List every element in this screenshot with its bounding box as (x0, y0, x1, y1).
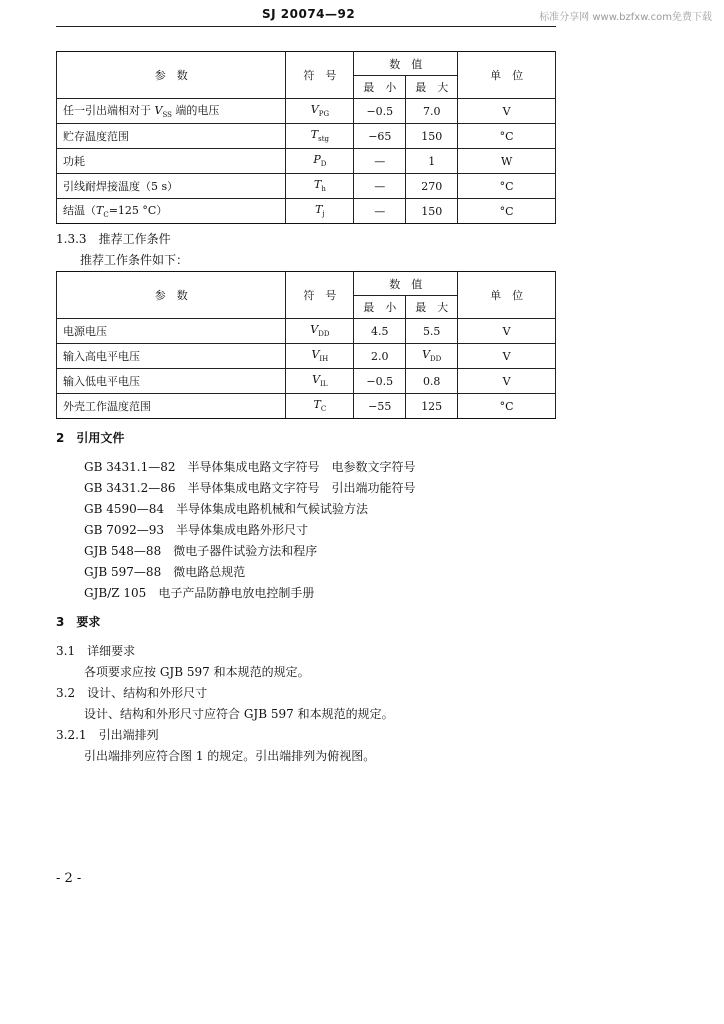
col-min: 最 小 (354, 296, 406, 319)
section-3-heading: 3 要求 (56, 615, 101, 629)
table-row (57, 369, 556, 394)
reference-item: GJB 597—88 微电路总规范 (84, 565, 246, 579)
table-row (57, 394, 556, 419)
table-row (57, 99, 556, 124)
watermark: 标准分享网 www.bzfxw.com免费下载 (539, 12, 712, 23)
col-min: 最 小 (354, 76, 406, 99)
operating-conditions-table (56, 271, 556, 419)
param-symbol: $P_D$ (286, 149, 354, 174)
col-max: 最 大 (406, 296, 458, 319)
param-max: 0.8 (406, 369, 458, 394)
param-min: −0.5 (354, 369, 406, 394)
param-unit: °C (458, 124, 556, 149)
param-symbol: $T_j$ (286, 199, 354, 224)
param-max: 150 (406, 124, 458, 149)
ratings-table (56, 51, 556, 224)
col-symbol: 符 号 (286, 272, 354, 319)
col-unit: 单 位 (458, 52, 556, 99)
param-symbol: $V_{DD}$ (286, 319, 354, 344)
param-max: 7.0 (406, 99, 458, 124)
param-name: 外壳工作温度范围 (57, 394, 286, 419)
param-unit: V (458, 369, 556, 394)
param-name: 输入低电平电压 (57, 369, 286, 394)
section-3-2-heading: 3.2 设计、结构和外形尺寸 (56, 686, 208, 700)
table-row (57, 319, 556, 344)
table-row (57, 149, 556, 174)
table-row (57, 199, 556, 224)
param-name: 引线耐焊接温度（5 s） (57, 174, 286, 199)
param-max: 125 (406, 394, 458, 419)
table-row (57, 174, 556, 199)
param-name: 结温（$T_C=125$ °C） (57, 199, 286, 224)
param-min: — (354, 149, 406, 174)
param-min: −65 (354, 124, 406, 149)
param-unit: °C (458, 199, 556, 224)
standard-number: SJ 20074—92 (262, 7, 356, 21)
section-1-3-3-heading: 1.3.3 推荐工作条件 (56, 232, 171, 246)
col-param: 参 数 (57, 272, 286, 319)
table-row (57, 344, 556, 369)
col-unit: 单 位 (458, 272, 556, 319)
section-3-2-1-heading: 3.2.1 引出端排列 (56, 728, 159, 742)
param-name: 输入高电平电压 (57, 344, 286, 369)
param-name: 功耗 (57, 149, 286, 174)
param-min: 2.0 (354, 344, 406, 369)
param-max: 1 (406, 149, 458, 174)
col-value: 数 值 (354, 272, 458, 296)
col-max: 最 大 (406, 76, 458, 99)
col-symbol: 符 号 (286, 52, 354, 99)
col-value: 数 值 (354, 52, 458, 76)
param-unit: V (458, 99, 556, 124)
param-min: — (354, 174, 406, 199)
section-3-1-heading: 3.1 详细要求 (56, 644, 136, 658)
param-unit: V (458, 344, 556, 369)
section-2-heading: 2 引用文件 (56, 431, 125, 445)
param-min: — (354, 199, 406, 224)
param-symbol: $T_{stg}$ (286, 124, 354, 149)
col-param: 参 数 (57, 52, 286, 99)
param-unit: V (458, 319, 556, 344)
reference-item: GB 3431.2—86 半导体集成电路文字符号 引出端功能符号 (84, 481, 416, 495)
param-unit: W (458, 149, 556, 174)
param-symbol: $T_C$ (286, 394, 354, 419)
param-name: 贮存温度范围 (57, 124, 286, 149)
reference-item: GB 7092—93 半导体集成电路外形尺寸 (84, 523, 309, 537)
page-number: - 2 - (56, 871, 82, 886)
table-row (57, 124, 556, 149)
reference-item: GB 4590—84 半导体集成电路机械和气候试验方法 (84, 502, 369, 516)
param-unit: °C (458, 394, 556, 419)
param-name: 任一引出端相对于 $V_{SS}$ 端的电压 (57, 99, 286, 124)
param-unit: °C (458, 174, 556, 199)
param-min: −55 (354, 394, 406, 419)
param-min: −0.5 (354, 99, 406, 124)
param-max: 5.5 (406, 319, 458, 344)
param-max: 270 (406, 174, 458, 199)
param-symbol: $T_h$ (286, 174, 354, 199)
section-3-2-text: 设计、结构和外形尺寸应符合 GJB 597 和本规范的规定。 (84, 707, 394, 721)
section-1-3-3-intro: 推荐工作条件如下： (80, 253, 189, 267)
reference-item: GJB 548—88 微电子器件试验方法和程序 (84, 544, 318, 558)
param-max: $V_{DD}$ (406, 344, 458, 369)
param-name: 电源电压 (57, 319, 286, 344)
param-symbol: $V_{IH}$ (286, 344, 354, 369)
reference-item: GJB/Z 105 电子产品防静电放电控制手册 (84, 586, 315, 600)
section-3-2-1-text: 引出端排列应符合图 1 的规定。引出端排列为俯视图。 (84, 749, 376, 763)
header-rule (56, 26, 556, 27)
param-symbol: $V_{PG}$ (286, 99, 354, 124)
reference-item: GB 3431.1—82 半导体集成电路文字符号 电参数文字符号 (84, 460, 416, 474)
param-max: 150 (406, 199, 458, 224)
section-3-1-text: 各项要求应按 GJB 597 和本规范的规定。 (84, 665, 310, 679)
param-min: 4.5 (354, 319, 406, 344)
param-symbol: $V_{IL}$ (286, 369, 354, 394)
